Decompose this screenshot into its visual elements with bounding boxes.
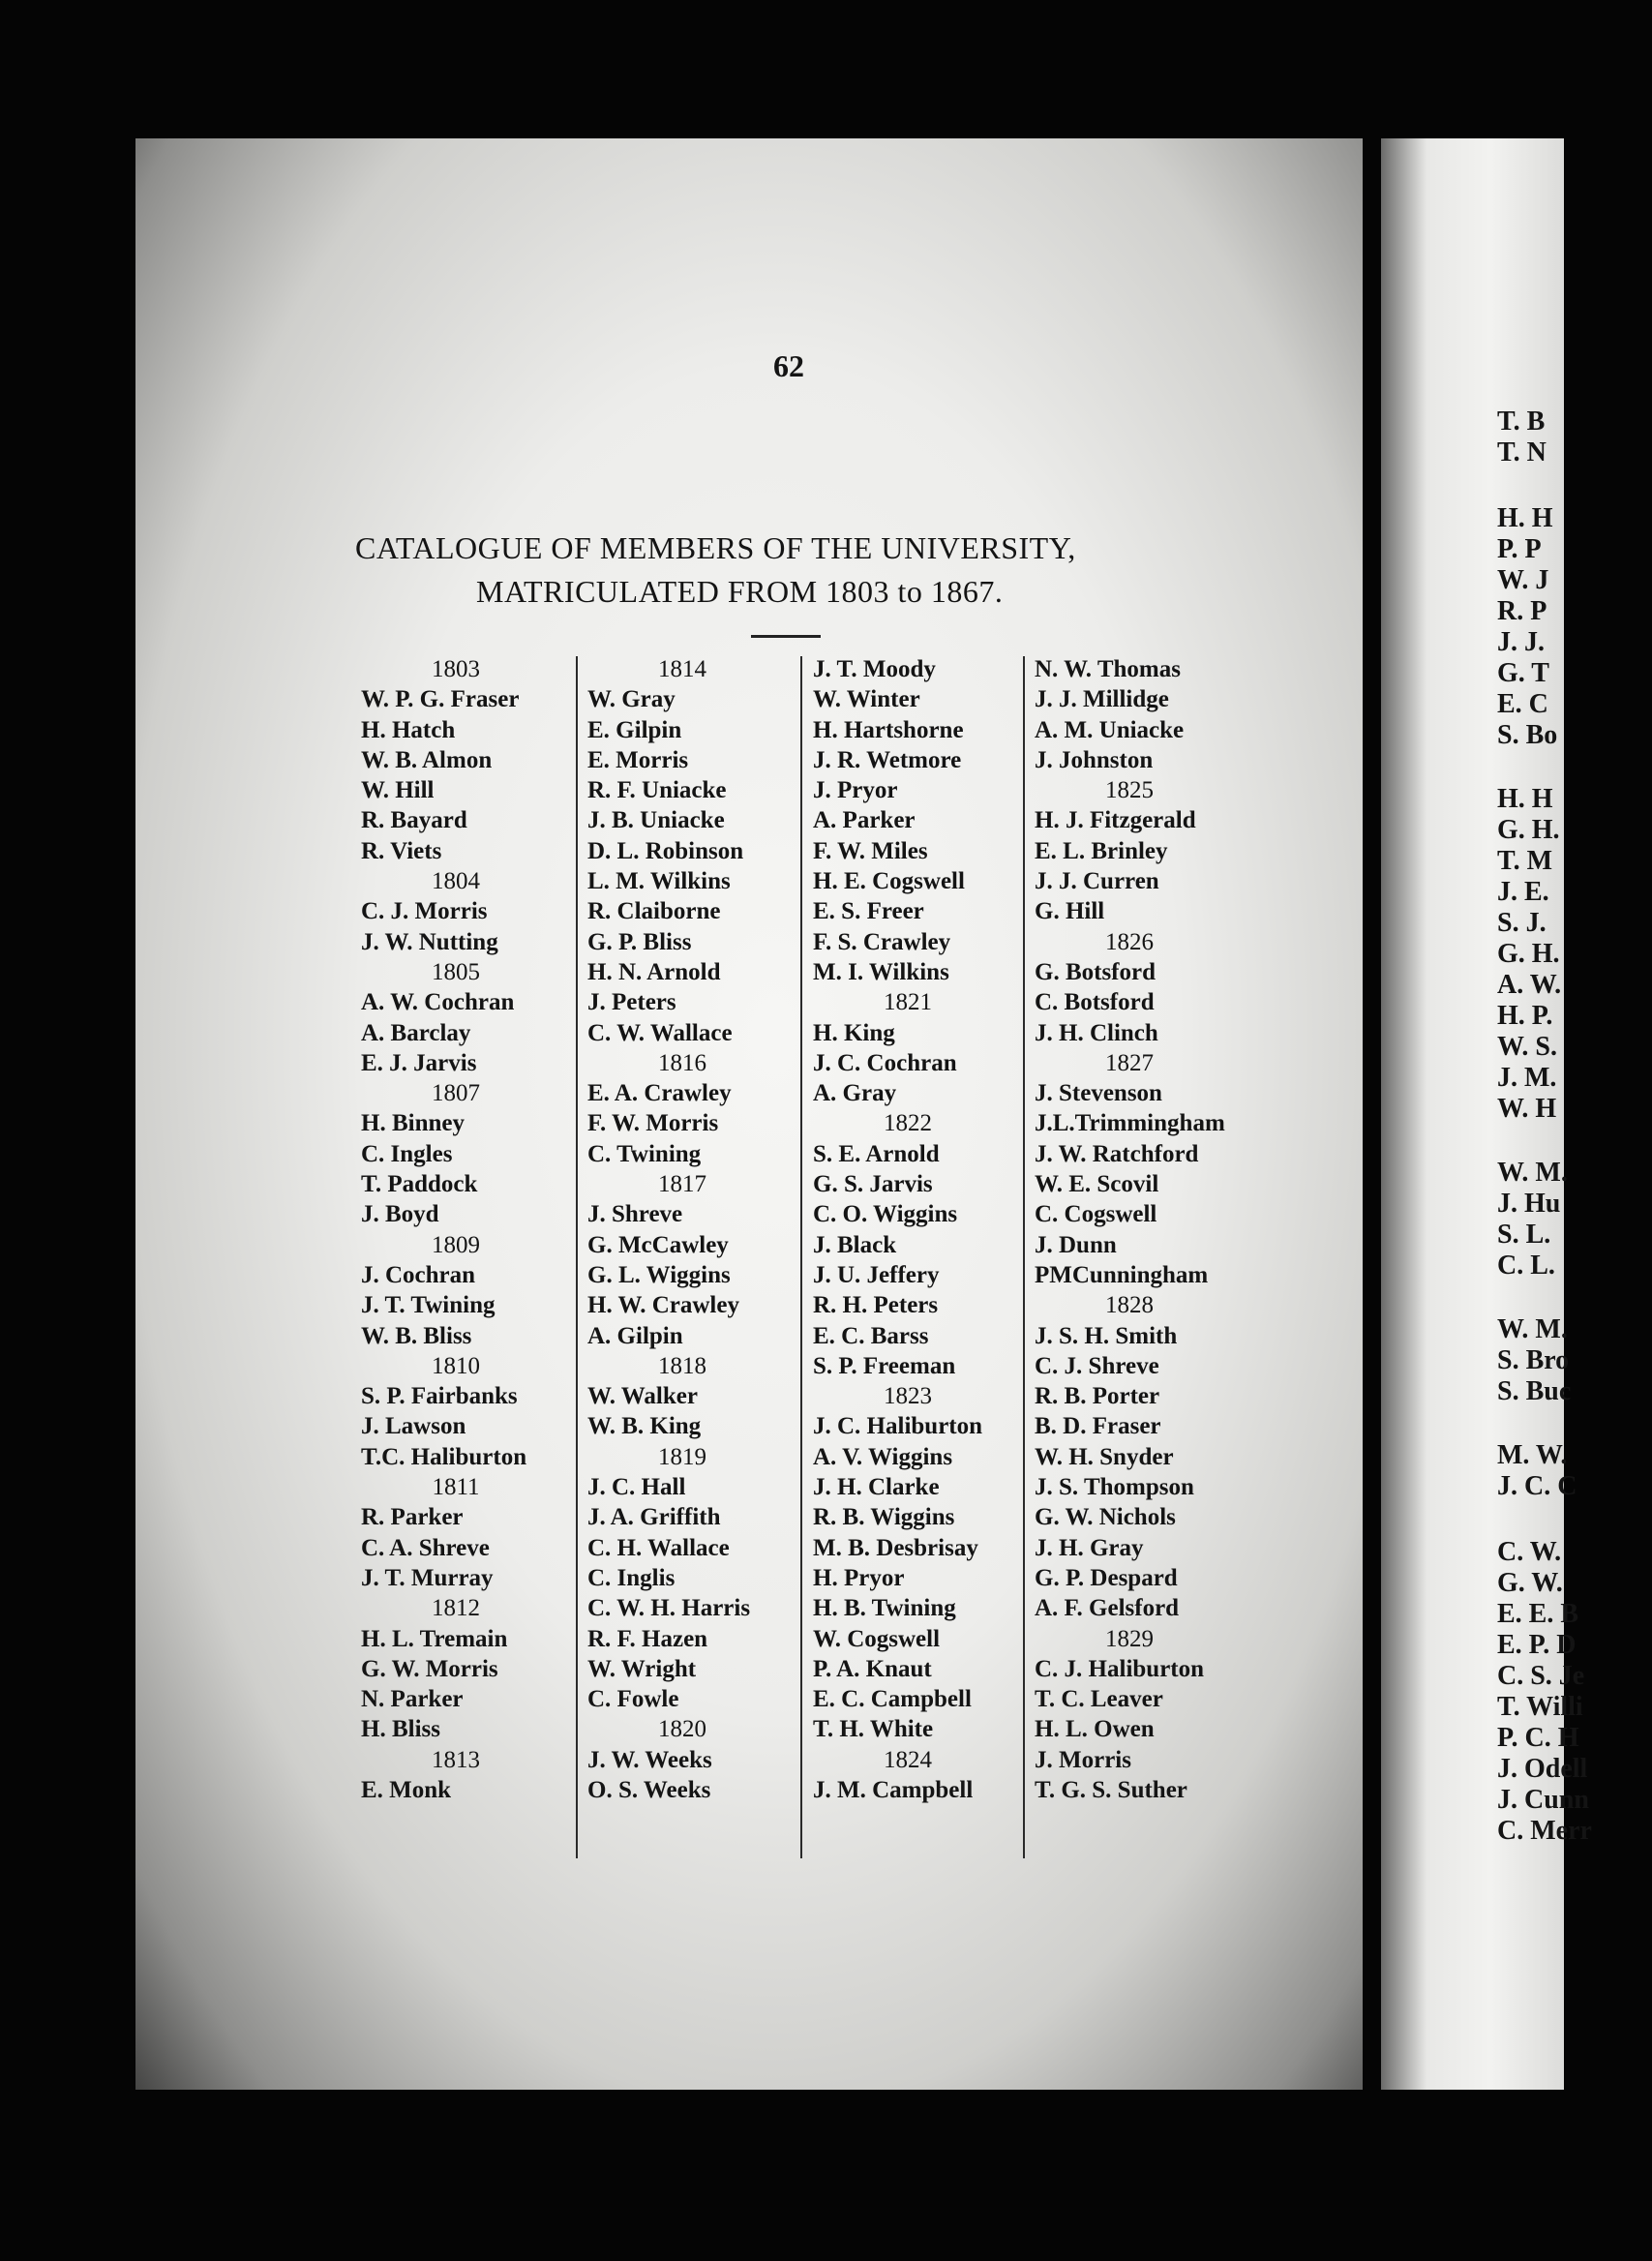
member-name: J.L.Trimmingham [1035, 1110, 1225, 1137]
adjacent-page-text: C. L. [1497, 1251, 1555, 1281]
member-name: E. Gilpin [587, 716, 682, 743]
member-name: T. Paddock [361, 1171, 478, 1198]
member-name: C. Cogswell [1035, 1201, 1157, 1228]
member-name: S. P. Fairbanks [361, 1383, 518, 1410]
member-name: W. B. Almon [361, 746, 493, 773]
adjacent-page-text: S. Buc [1497, 1376, 1572, 1406]
member-name: R. Claiborne [587, 898, 721, 925]
member-name: R. Parker [361, 1504, 464, 1531]
member-name: J. H. Gray [1035, 1534, 1144, 1561]
member-name: H. J. Fitzgerald [1035, 807, 1196, 834]
year-heading: 1817 [658, 1171, 706, 1198]
member-name: G. Hill [1035, 898, 1105, 925]
catalogue-title-line-1: CATALOGUE OF MEMBERS OF THE UNIVERSITY, [355, 530, 1076, 565]
year-heading: 1819 [658, 1443, 706, 1470]
adjacent-page-text: J. Odell [1497, 1754, 1588, 1784]
member-name: T.C. Haliburton [361, 1443, 527, 1470]
adjacent-page-text: C. W. [1497, 1537, 1562, 1567]
members-column-4 [1035, 654, 1263, 1805]
year-heading: 1828 [1105, 1292, 1154, 1319]
year-heading: 1827 [1105, 1049, 1154, 1076]
member-name: G. Botsford [1035, 958, 1156, 985]
year-heading: 1818 [658, 1352, 706, 1379]
member-name: W. Hill [361, 777, 435, 804]
member-name: J. W. Nutting [361, 928, 498, 955]
member-name: T. H. White [813, 1716, 934, 1743]
members-column-2 [587, 654, 816, 1805]
adjacent-page-text: S. Bro [1497, 1345, 1570, 1375]
catalogue-title-line-2: MATRICULATED FROM 1803 to 1867. [476, 574, 1004, 609]
member-name: A. Gilpin [587, 1322, 683, 1349]
member-name: J. Morris [1035, 1746, 1131, 1773]
member-name: C. Inglis [587, 1564, 676, 1591]
adjacent-page-text: E. E. B [1497, 1599, 1579, 1629]
member-name: W. P. G. Fraser [361, 686, 520, 713]
members-column-1 [361, 654, 589, 1805]
adjacent-page-text: P. P [1497, 534, 1542, 564]
member-name: H. Hatch [361, 716, 456, 743]
adjacent-page-text: J. J. [1497, 627, 1545, 657]
year-heading: 1816 [658, 1049, 706, 1076]
year-heading: 1822 [884, 1110, 932, 1137]
member-name: C. O. Wiggins [813, 1201, 958, 1228]
year-heading: 1820 [658, 1716, 706, 1743]
member-name: J. S. Thompson [1035, 1474, 1194, 1501]
member-name: J. W. Weeks [587, 1746, 712, 1773]
member-name: J. Peters [587, 989, 676, 1016]
member-name: H. W. Crawley [587, 1292, 739, 1319]
member-name: J. S. H. Smith [1035, 1322, 1178, 1349]
member-name: E. L. Brinley [1035, 837, 1168, 864]
adjacent-page-text: H. H [1497, 503, 1553, 533]
adjacent-page-text: W. H [1497, 1094, 1557, 1124]
member-name: W. B. Bliss [361, 1322, 472, 1349]
title-rule [751, 635, 821, 638]
column-divider [1023, 656, 1025, 1858]
adjacent-page-text: G. W. [1497, 1568, 1563, 1598]
member-name: H. L. Owen [1035, 1716, 1155, 1743]
adjacent-page-text: W. M. [1497, 1158, 1568, 1188]
member-name: E. Monk [361, 1776, 452, 1803]
member-name: J. Shreve [587, 1201, 683, 1228]
member-name: R. F. Uniacke [587, 777, 727, 804]
member-name: J. T. Twining [361, 1292, 496, 1319]
member-name: T. C. Leaver [1035, 1686, 1163, 1713]
member-name: H. Pryor [813, 1564, 905, 1591]
member-name: E. S. Freer [813, 898, 924, 925]
member-name: J. Lawson [361, 1413, 466, 1440]
adjacent-page-text: G. T [1497, 658, 1549, 688]
member-name: W. E. Scovil [1035, 1171, 1159, 1198]
member-name: O. S. Weeks [587, 1776, 711, 1803]
member-name: C. A. Shreve [361, 1534, 490, 1561]
member-name: L. M. Wilkins [587, 868, 731, 895]
year-heading: 1809 [432, 1231, 480, 1258]
member-name: N. Parker [361, 1686, 464, 1713]
member-name: E. Morris [587, 746, 689, 773]
member-name: R. B. Porter [1035, 1383, 1160, 1410]
member-name: F. W. Miles [813, 837, 928, 864]
member-name: A. M. Uniacke [1035, 716, 1185, 743]
member-name: C. J. Haliburton [1035, 1655, 1205, 1682]
year-heading: 1810 [432, 1352, 480, 1379]
adjacent-page-edge [1381, 138, 1592, 2090]
member-name: G. P. Bliss [587, 928, 692, 955]
member-name: J. W. Ratchford [1035, 1140, 1199, 1167]
year-heading: 1823 [884, 1383, 932, 1410]
member-name: J. H. Clinch [1035, 1019, 1158, 1046]
member-name: J. Black [813, 1231, 897, 1258]
adjacent-page-text: M. W. [1497, 1440, 1568, 1470]
member-name: G. L. Wiggins [587, 1261, 731, 1288]
member-name: W. B. King [587, 1413, 702, 1440]
member-name: N. W. Thomas [1035, 656, 1181, 682]
adjacent-page-text: P. C. H [1497, 1723, 1579, 1753]
member-name: G. W. Morris [361, 1655, 498, 1682]
member-name: H. King [813, 1019, 895, 1046]
adjacent-page-text: W. S. [1497, 1032, 1558, 1062]
member-name: R. H. Peters [813, 1292, 939, 1319]
member-name: R. F. Hazen [587, 1625, 708, 1652]
member-name: C. Ingles [361, 1140, 453, 1167]
member-name: G. W. Nichols [1035, 1504, 1176, 1531]
member-name: J. B. Uniacke [587, 807, 725, 834]
member-name: J. H. Clarke [813, 1474, 940, 1501]
member-name: M. I. Wilkins [813, 958, 949, 985]
member-name: E. C. Barss [813, 1322, 929, 1349]
adjacent-page-text: T. Willi [1497, 1692, 1583, 1722]
adjacent-page-text: G. H. [1497, 939, 1560, 969]
member-name: J. Johnston [1035, 746, 1154, 773]
member-name: J. Boyd [361, 1201, 439, 1228]
member-name: H. N. Arnold [587, 958, 721, 985]
adjacent-page-text: J. C. C [1497, 1471, 1577, 1501]
member-name: A. Gray [813, 1080, 897, 1107]
member-name: R. Bayard [361, 807, 467, 834]
year-heading: 1824 [884, 1746, 932, 1773]
member-name: F. S. Crawley [813, 928, 951, 955]
year-heading: 1812 [432, 1595, 480, 1622]
member-name: H. L. Tremain [361, 1625, 508, 1652]
adjacent-page-text: E. P. D [1497, 1630, 1577, 1660]
member-name: G. P. Despard [1035, 1564, 1178, 1591]
member-name: C. J. Morris [361, 898, 488, 925]
adjacent-page-text: H. H [1497, 784, 1553, 814]
member-name: F. W. Morris [587, 1110, 719, 1137]
member-name: W. Gray [587, 686, 676, 713]
member-name: C. H. Wallace [587, 1534, 730, 1561]
member-name: J. J. Millidge [1035, 686, 1169, 713]
member-name: H. Binney [361, 1110, 465, 1137]
member-name: E. J. Jarvis [361, 1049, 477, 1076]
member-name: A. F. Gelsford [1035, 1595, 1180, 1622]
year-heading: 1807 [432, 1080, 480, 1107]
year-heading: 1829 [1105, 1625, 1154, 1652]
member-name: E. C. Campbell [813, 1686, 972, 1713]
member-name: S. E. Arnold [813, 1140, 940, 1167]
member-name: A. Parker [813, 807, 916, 834]
adjacent-page-text: W. J [1497, 565, 1549, 595]
adjacent-page-text: J. Hu [1497, 1189, 1561, 1219]
adjacent-page-text: W. M. [1497, 1314, 1568, 1344]
member-name: T. G. S. Suther [1035, 1776, 1187, 1803]
year-heading: 1805 [432, 958, 480, 985]
member-name: J. R. Wetmore [813, 746, 962, 773]
adjacent-page-text: C. S. Je [1497, 1661, 1585, 1691]
member-name: S. P. Freeman [813, 1352, 956, 1379]
adjacent-page-text: J. Cunn [1497, 1785, 1589, 1815]
member-name: C. J. Shreve [1035, 1352, 1159, 1379]
adjacent-page-text: E. C [1497, 689, 1548, 719]
member-name: J. U. Jeffery [813, 1261, 940, 1288]
member-name: W. Wright [587, 1655, 697, 1682]
member-name: A. Barclay [361, 1019, 471, 1046]
year-heading: 1811 [432, 1474, 480, 1501]
member-name: J. J. Curren [1035, 868, 1159, 895]
year-heading: 1826 [1105, 928, 1154, 955]
adjacent-page-text: C. Merr [1497, 1816, 1592, 1846]
member-name: P. A. Knaut [813, 1655, 932, 1682]
column-divider [800, 656, 802, 1858]
member-name: A. W. Cochran [361, 989, 515, 1016]
member-name: J. Cochran [361, 1261, 476, 1288]
year-heading: 1814 [658, 656, 706, 682]
member-name: C. Fowle [587, 1686, 679, 1713]
member-name: W. Cogswell [813, 1625, 941, 1652]
adjacent-page-text: S. Bo [1497, 720, 1558, 750]
member-name: W. Winter [813, 686, 920, 713]
member-name: W. H. Snyder [1035, 1443, 1174, 1470]
member-name: J. Stevenson [1035, 1080, 1162, 1107]
year-heading: 1803 [432, 656, 480, 682]
column-divider [576, 656, 578, 1858]
year-heading: 1804 [432, 868, 480, 895]
member-name: A. V. Wiggins [813, 1443, 953, 1470]
member-name: H. B. Twining [813, 1595, 956, 1622]
member-name: J. Dunn [1035, 1231, 1117, 1258]
member-name: W. Walker [587, 1383, 698, 1410]
member-name: J. M. Campbell [813, 1776, 974, 1803]
member-name: PMCunningham [1035, 1261, 1209, 1288]
member-name: B. D. Fraser [1035, 1413, 1161, 1440]
member-name: M. B. Desbrisay [813, 1534, 978, 1561]
adjacent-page-text: S. L. [1497, 1220, 1551, 1250]
member-name: C. W. Wallace [587, 1019, 733, 1046]
adjacent-page-text: A. W. [1497, 970, 1562, 1000]
adjacent-page-text: S. J. [1497, 908, 1547, 938]
adjacent-page-text: T. M [1497, 846, 1553, 876]
member-name: J. C. Haliburton [813, 1413, 983, 1440]
page-number: 62 [773, 348, 804, 383]
members-column-3 [813, 654, 1041, 1805]
member-name: R. B. Wiggins [813, 1504, 955, 1531]
member-name: G. McCawley [587, 1231, 729, 1258]
member-name: H. Bliss [361, 1716, 440, 1743]
adjacent-page-text: J. E. [1497, 877, 1549, 907]
member-name: C. Twining [587, 1140, 702, 1167]
member-name: C. W. H. Harris [587, 1595, 751, 1622]
adjacent-page-text: T. B [1497, 407, 1546, 437]
member-name: R. Viets [361, 837, 442, 864]
adjacent-page-text: R. P [1497, 596, 1547, 626]
member-name: J. T. Murray [361, 1564, 494, 1591]
member-name: J. A. Griffith [587, 1504, 721, 1531]
year-heading: 1821 [884, 989, 932, 1016]
member-name: D. L. Robinson [587, 837, 744, 864]
year-heading: 1813 [432, 1746, 480, 1773]
member-name: H. Hartshorne [813, 716, 964, 743]
member-name: G. S. Jarvis [813, 1171, 933, 1198]
member-name: J. C. Cochran [813, 1049, 957, 1076]
member-name: J. C. Hall [587, 1474, 686, 1501]
year-heading: 1825 [1105, 777, 1154, 804]
member-name: J. T. Moody [813, 656, 936, 682]
member-name: E. A. Crawley [587, 1080, 732, 1107]
adjacent-page-text: H. P. [1497, 1001, 1553, 1031]
adjacent-page-text: T. N [1497, 437, 1547, 467]
member-name: J. Pryor [813, 777, 898, 804]
adjacent-page-text: J. M. [1497, 1063, 1557, 1093]
member-name: C. Botsford [1035, 989, 1155, 1016]
adjacent-page-text: G. H. [1497, 815, 1560, 845]
member-name: H. E. Cogswell [813, 868, 965, 895]
